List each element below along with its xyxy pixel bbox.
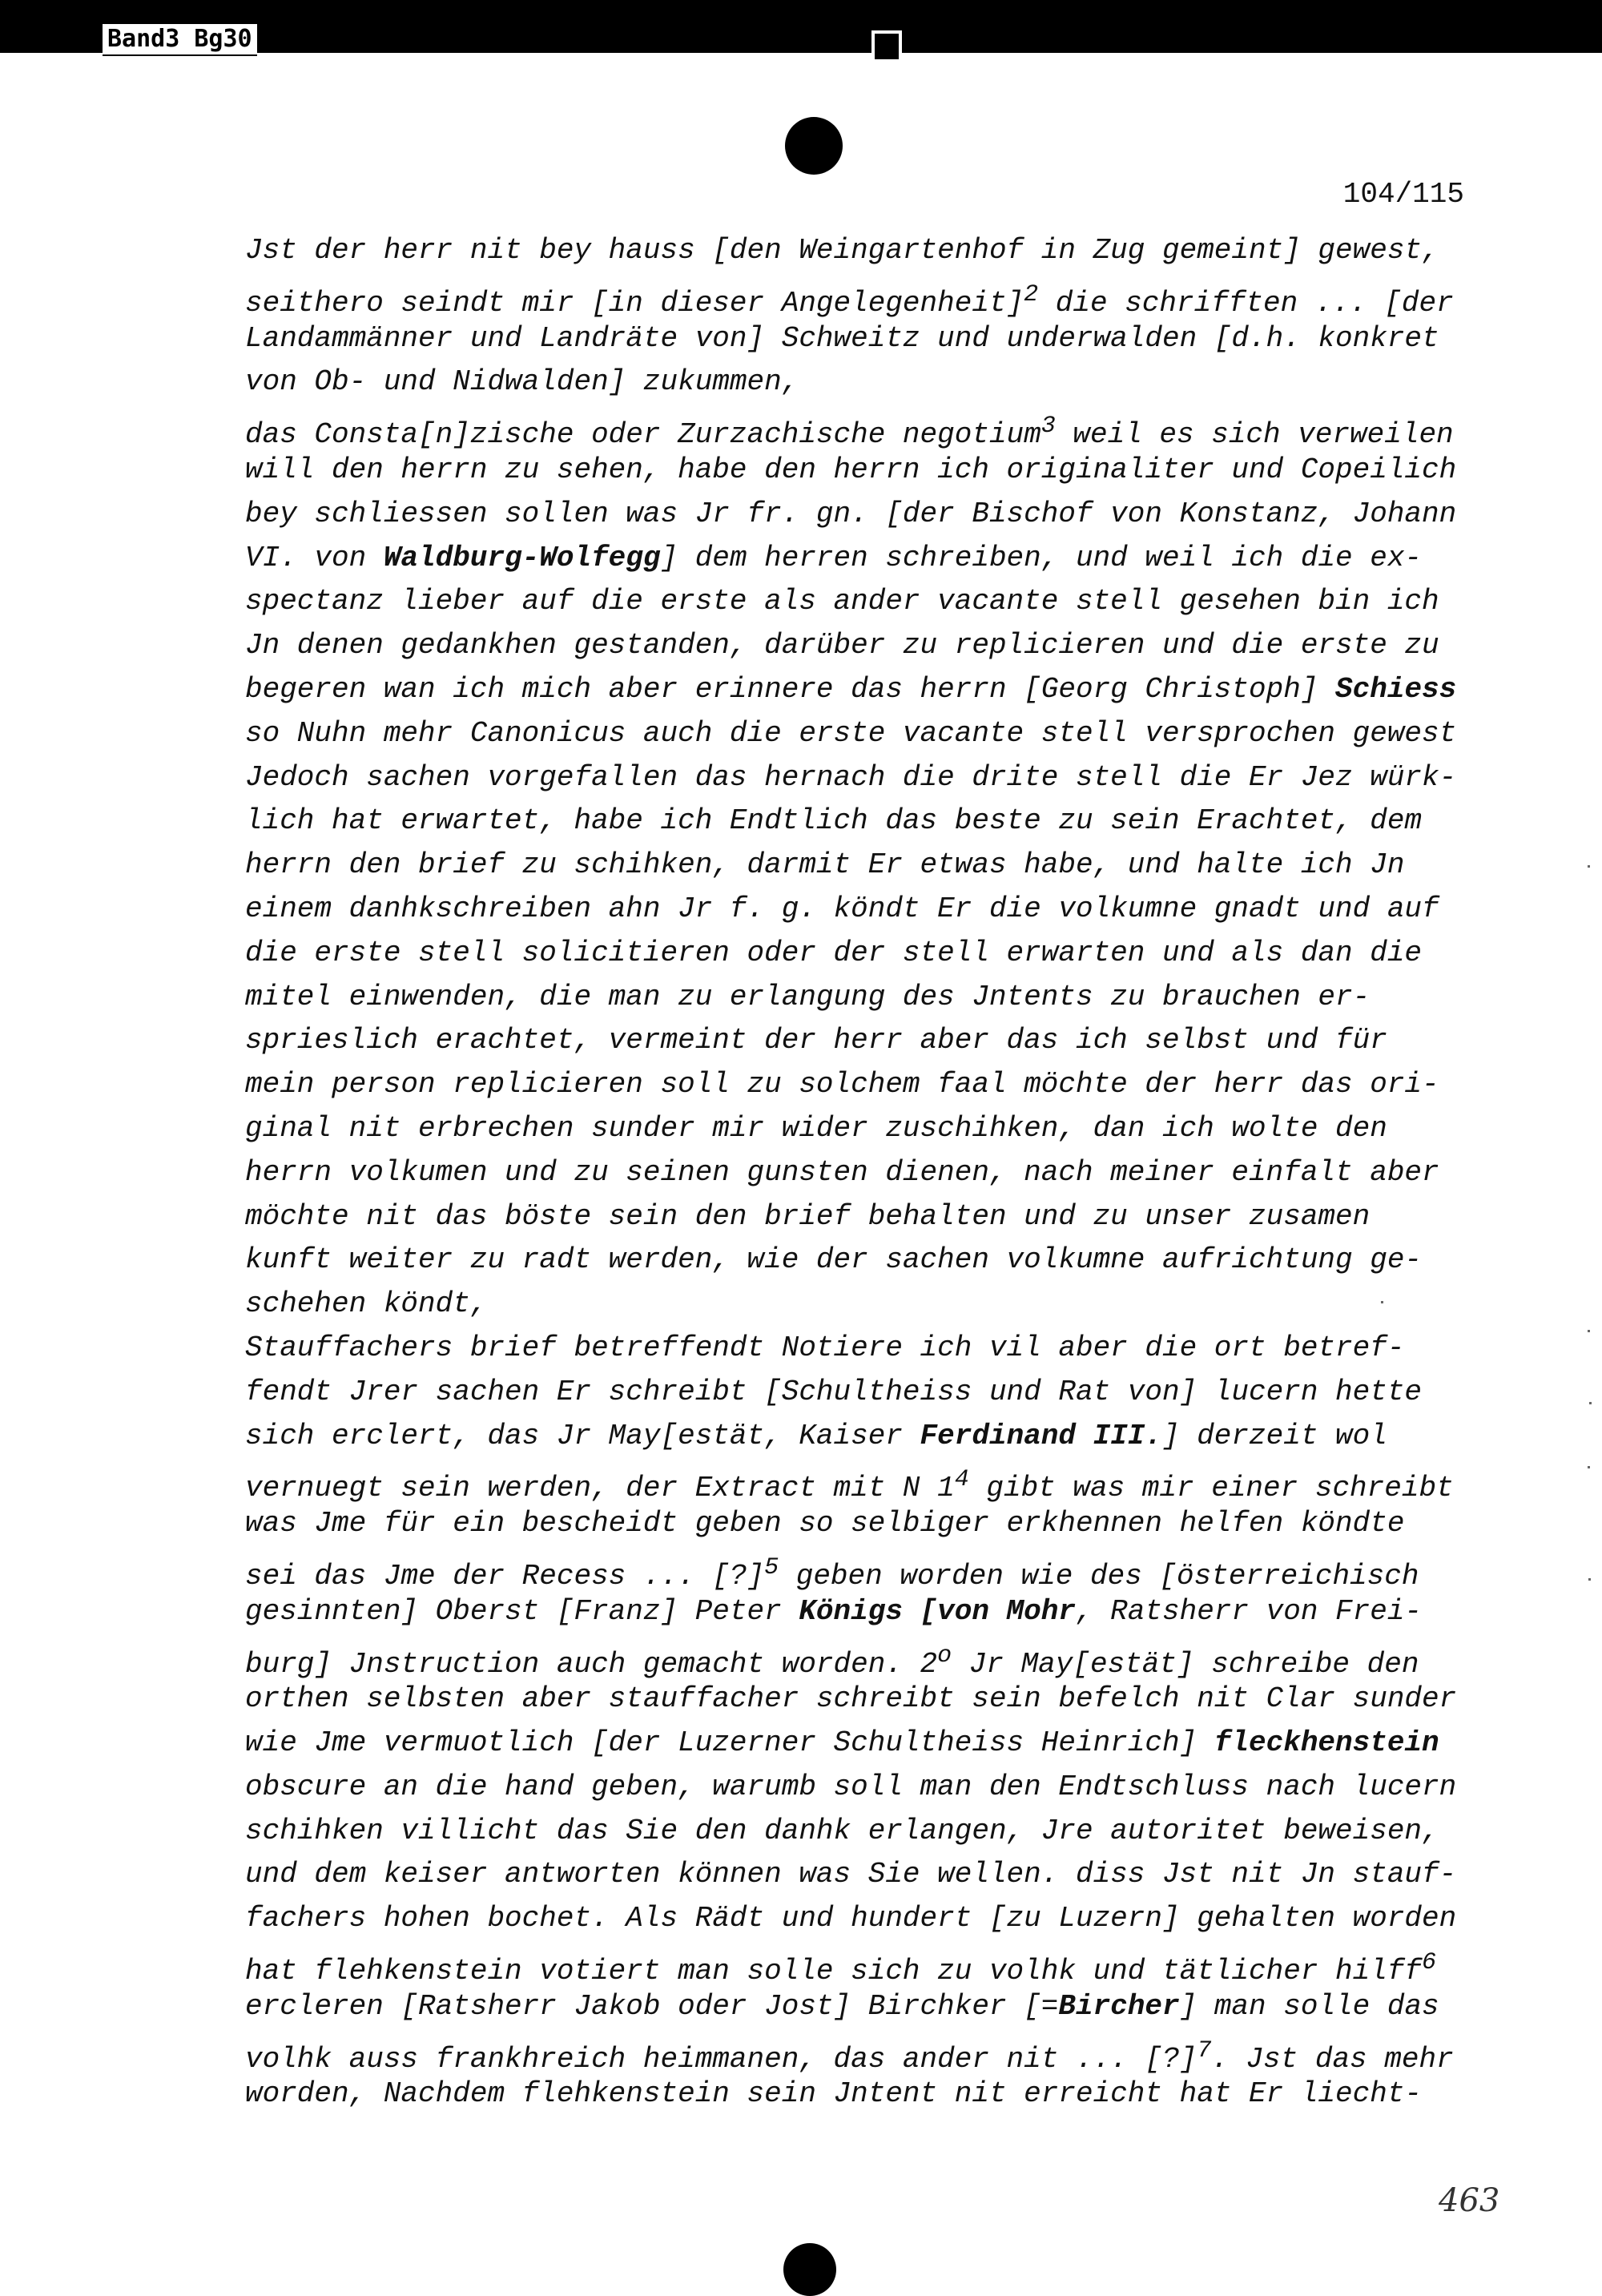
bold-name: Königs [von Mohr [799, 1594, 1076, 1628]
text-segment: mein person replicieren soll zu solchem faal möchte der herr das ori- [245, 1068, 1439, 1102]
text-line [245, 888, 1479, 932]
band-tag: Band3 Bg30 [103, 24, 257, 56]
text-segment: ercleren [Ratsherr Jakob oder Jost] Birchker [= [245, 1989, 1059, 2023]
text-line [245, 1195, 1479, 1239]
text-segment: schehen köndt, [245, 1287, 488, 1321]
text-segment: burg] Jnstruction auch gemacht worden. 2 [245, 1647, 938, 1681]
text-segment: Jst der herr nit bey hauss [den Weingartenhof in Zug gemeint] gewest, [245, 234, 1439, 267]
text-segment: herrn volkumen und zu seinen gunsten dienen, nach meiner einfalt aber [245, 1155, 1439, 1189]
text-segment: Stauffachers brief betreffendt Notiere ich vil aber die ort betref- [245, 1331, 1405, 1364]
text-segment: lich hat erwartet, habe ich Endtlich das beste zu sein Erachtet, dem [245, 804, 1423, 838]
text-segment: Jr May[estät] schreibe den [952, 1647, 1419, 1681]
page-reference: 104/115 [1342, 178, 1464, 211]
text-segment: von Ob- und Nidwalden] zukummen, [245, 365, 799, 399]
text-line [245, 493, 1479, 537]
text-line [245, 1283, 1479, 1327]
text-segment: ginal nit erbrechen sunder mir wider zuschihken, dan ich wolte den [245, 1111, 1387, 1145]
footnote-marker: 3 [1040, 413, 1056, 441]
text-line [245, 1502, 1479, 1546]
scan-speck [1588, 1466, 1590, 1468]
text-segment: wie Jme vermuotlich [der Luzerner Schultheiss Heinrich] [245, 1726, 1214, 1760]
footnote-marker: 5 [764, 1553, 779, 1581]
text-line [245, 273, 1479, 320]
text-segment: , Ratsherr von Frei- [1075, 1594, 1423, 1628]
bold-name: Waldburg-Wolfegg [383, 541, 661, 574]
text-line [245, 405, 1479, 452]
text-line [245, 1810, 1479, 1854]
text-segment: ] man solle das [1179, 1989, 1439, 2023]
text-segment: möchte nit das böste sein den brief behalten und zu unser zusamen [245, 1199, 1371, 1233]
text-line [245, 1107, 1479, 1151]
text-line [245, 1722, 1479, 1766]
text-line [245, 1678, 1479, 1722]
text-segment: einem danhkschreiben ahn Jr f. g. köndt Er die volkumne gnadt und auf [245, 892, 1439, 925]
bold-name: Ferdinand III. [920, 1419, 1162, 1452]
text-line [245, 1985, 1479, 2029]
text-line [245, 932, 1479, 976]
document-body [245, 229, 1479, 2117]
text-segment: worden, Nachdem flehkenstein sein Jntent nit erreicht hat Er liecht- [245, 2077, 1423, 2111]
text-segment: hat flehkenstein votiert man solle sich zu volhk und tätlicher hilff [245, 1955, 1423, 1988]
text-segment: Jn denen gedankhen gestanden, darüber zu replicieren und die erste zu [245, 629, 1439, 663]
text-line [245, 2029, 1479, 2076]
bold-name: Schiess [1335, 672, 1457, 706]
text-line [245, 1415, 1479, 1459]
text-segment: das Consta[n]zische oder Zurzachische negotium [245, 418, 1041, 452]
text-line [245, 1063, 1479, 1107]
text-line [245, 1590, 1479, 1634]
text-segment: schihken villicht das Sie den danhk erlangen, Jre autoritet beweisen, [245, 1814, 1439, 1847]
text-segment: ] derzeit wol [1162, 1419, 1387, 1452]
registration-mark [871, 30, 902, 62]
text-line [245, 537, 1479, 581]
text-line [245, 1151, 1479, 1195]
text-line [245, 317, 1479, 361]
text-segment: so Nuhn mehr Canonicus auch die erste vacante stell versprochen gewest [245, 716, 1457, 750]
text-segment: mitel einwenden, die man zu erlangung des Jntents zu brauchen er- [245, 980, 1371, 1013]
text-line [245, 1239, 1479, 1283]
punch-hole-top [785, 117, 843, 175]
text-segment: sprieslich erachtet, vermeint der herr aber das ich selbst und für [245, 1024, 1387, 1057]
text-segment: sei das Jme der Recess ... [?] [245, 1559, 765, 1593]
text-segment: fendt Jrer sachen Er schreibt [Schultheiss und Rat von] lucern hette [245, 1375, 1423, 1408]
text-line [245, 1766, 1479, 1810]
text-line [245, 712, 1479, 756]
footnote-marker: 4 [954, 1466, 969, 1494]
text-segment: . Jst das mehr [1211, 2042, 1454, 2076]
text-line [245, 624, 1479, 668]
text-segment: was Jme für ein bescheidt geben so selbiger erkhennen helfen köndte [245, 1507, 1405, 1541]
scan-speck [1588, 865, 1590, 868]
footnote-marker: 2 [1024, 280, 1039, 308]
text-segment: volhk auss frankhreich heimmanen, das ander nit ... [?] [245, 2042, 1197, 2076]
text-segment: herrn den brief zu schihken, darmit Er etwas habe, und halte ich Jn [245, 848, 1405, 882]
text-line [245, 1941, 1479, 1988]
text-segment: die erste stell solicitieren oder der stell erwarten und als dan die [245, 936, 1423, 969]
text-line [245, 2072, 1479, 2117]
text-segment: begeren wan ich mich aber erinnere das herrn [Georg Christoph] [245, 672, 1336, 706]
text-segment: spectanz lieber auf die erste als ander vacante stell gesehen bin ich [245, 585, 1439, 618]
text-line [245, 668, 1479, 712]
text-segment: gesinnten] Oberst [Franz] Peter [245, 1594, 799, 1628]
text-segment: bey schliessen sollen was Jr fr. gn. [der Bischof von Konstanz, Johann [245, 497, 1457, 530]
text-line [245, 800, 1479, 844]
text-line [245, 1019, 1479, 1063]
text-line [245, 1897, 1479, 1941]
text-segment: gibt was mir einer schreibt [968, 1472, 1454, 1505]
bold-name: fleckhenstein [1214, 1726, 1439, 1760]
scan-speck [1589, 1402, 1592, 1404]
scan-speck [1588, 1330, 1590, 1332]
text-segment: seithero seindt mir [in dieser Angelegenheit] [245, 286, 1024, 320]
text-segment: sich erclert, das Jr May[estät, Kaiser [245, 1419, 920, 1452]
text-segment: vernuegt sein werden, der Extract mit N 1 [245, 1472, 955, 1505]
text-line [245, 844, 1479, 888]
text-line [245, 756, 1479, 800]
text-segment: geben worden wie des [österreichisch [779, 1559, 1419, 1593]
text-segment: orthen selbsten aber stauffacher schreibt sein befelch nit Clar sunder [245, 1682, 1457, 1716]
text-segment: fachers hohen bochet. Als Rädt und hundert [zu Luzern] gehalten worden [245, 1902, 1457, 1935]
text-line [245, 1853, 1479, 1897]
text-segment: weil es sich verweilen [1055, 418, 1454, 452]
bold-name: Bircher [1058, 1989, 1180, 2023]
text-line [245, 976, 1479, 1020]
text-segment: ] dem herren schreiben, und weil ich die ex- [660, 541, 1423, 574]
handwritten-page-number: 463 [1439, 2182, 1500, 2219]
footnote-marker: o [937, 1641, 952, 1670]
scan-speck [1381, 1301, 1383, 1303]
text-line [245, 1327, 1479, 1371]
text-segment: die schrifften ... [der [1038, 286, 1454, 320]
text-segment: Landammänner und Landräte von] Schweitz und underwalden [d.h. konkret [245, 321, 1439, 355]
text-segment: VI. von [245, 541, 384, 574]
text-line [245, 1546, 1479, 1593]
text-segment: Jedoch sachen vorgefallen das hernach die drite stell die Er Jez würk- [245, 760, 1457, 794]
scan-speck [1588, 1578, 1591, 1581]
footnote-marker: 6 [1422, 1949, 1437, 1977]
text-line [245, 1371, 1479, 1415]
text-segment: kunft weiter zu radt werden, wie der sachen volkumne aufrichtung ge- [245, 1243, 1423, 1277]
punch-hole-bottom [783, 2243, 836, 2296]
text-line [245, 1458, 1479, 1505]
text-segment: und dem keiser antworten können was Sie wellen. diss Jst nit Jn stauf- [245, 1858, 1457, 1891]
text-line [245, 1634, 1479, 1681]
text-line [245, 449, 1479, 493]
footnote-marker: 7 [1197, 2036, 1212, 2064]
text-line [245, 361, 1479, 405]
text-segment: will den herrn zu sehen, habe den herrn ich originaliter und Copeilich [245, 453, 1457, 486]
text-line [245, 229, 1479, 273]
text-line [245, 580, 1479, 624]
text-segment: obscure an die hand geben, warumb soll man den Endtschluss nach lucern [245, 1770, 1457, 1803]
